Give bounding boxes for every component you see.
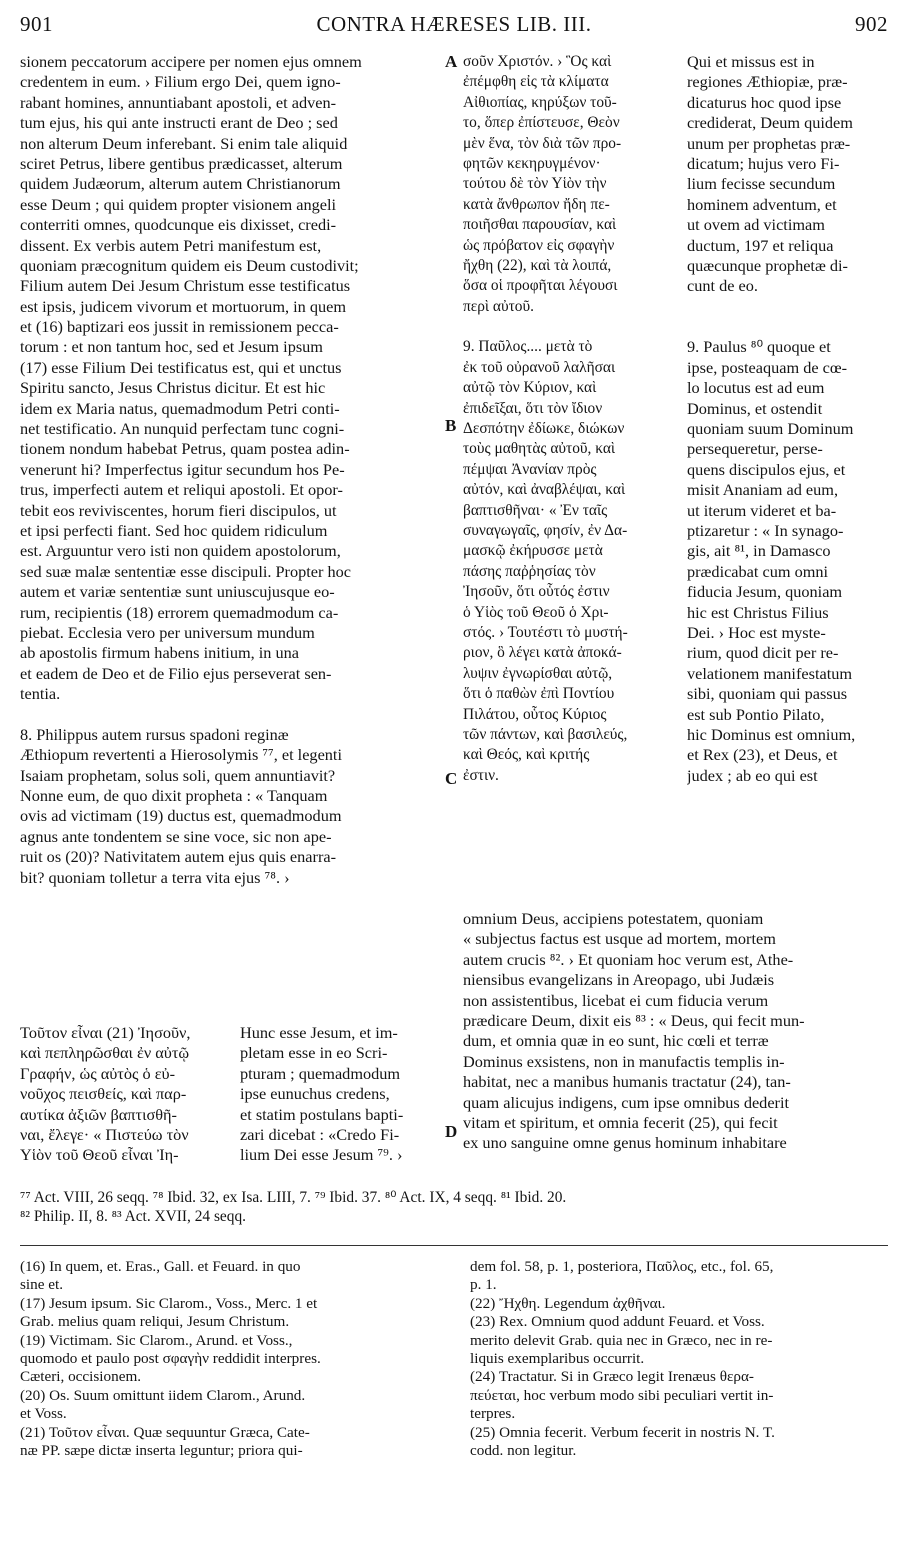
greek-line: Αἰθιοπίας, κηρύξων τοῦ-: [463, 93, 617, 111]
margin-letter-c: C: [445, 769, 458, 788]
text-line: tentia.: [20, 684, 61, 704]
note-line: quomodo et paulo post σφαγὴν reddidit interpres.: [20, 1349, 321, 1367]
greek-line: τούτου δὲ τὸν Υἱὸν τὴν: [463, 175, 607, 193]
text-line: [20, 705, 438, 725]
greek-line: μὲν ἕνα, τὸν διὰ τῶν προ-: [463, 134, 622, 152]
greek-line: αὐτόν, καὶ ἀναβλέψαι, καὶ: [463, 481, 626, 499]
note-line: sine et.: [20, 1276, 64, 1294]
page-number-left: 901: [20, 12, 53, 36]
margin-letter-b: B: [445, 416, 457, 435]
greek-line: τῶν πάντων, καὶ βασιλεύς,: [463, 725, 628, 743]
latin-line: fiducia Jesum, quoniam: [687, 582, 843, 602]
note-line: Grab. melius quam reliqui, Jesum Christum.: [20, 1313, 290, 1331]
greek-line: ὁ Υἱὸς τοῦ Θεοῦ ὁ Χρι-: [463, 603, 609, 621]
text-line: niensibus evangelizans in Areopago, ubi Judæis: [463, 970, 775, 990]
latin-line: dicatum; hujus vero Fi-: [687, 153, 840, 173]
text-line: prædicare Deum, dixit eis ⁸³ : « Deus, qui fecit mun-: [463, 1010, 805, 1030]
latin-line: 9. Paulus ⁸⁰ quoque et: [687, 337, 831, 357]
text-line: ex uno sanguine omne genus hominum inhabitare: [463, 1133, 787, 1153]
running-title: CONTRA HÆRESES LIB. III.: [316, 12, 592, 36]
greek-line: στός. › Τουτέστι τὸ μυστή-: [463, 623, 628, 641]
greek-line: [463, 317, 675, 337]
latin-line: ptizaretur : « In synago-: [687, 520, 844, 540]
greek-line: Γραφήν, ὡς αὐτὸς ὁ εὐ-: [20, 1063, 176, 1083]
greek-line: φητῶν κεκηρυγμένον·: [463, 154, 601, 172]
text-line: agnus ante tondentem se sine voce, sic non ape-: [20, 826, 332, 846]
latin-line: misit Ananiam ad eum,: [687, 480, 839, 500]
notes-divider: [20, 1245, 888, 1246]
latin-line: hic Dominus est omnium,: [687, 724, 856, 744]
text-line: tionem nondum habebat Petrus, quam postea adin-: [20, 439, 350, 459]
greek-line: πάσης παῤῥησίας τὸν: [463, 562, 596, 580]
note-line: merito delevit Grab. quia nec in Græco, nec in re-: [470, 1331, 773, 1349]
greek-line: Πιλάτου, οὗτος Κύριος: [463, 705, 607, 723]
text-line: vitam et spiritum, et omnia fecerit (25), qui fecit: [463, 1112, 778, 1132]
latin-line: Dei. › Hoc est myste-: [687, 622, 826, 642]
note-line: (25) Omnia fecerit. Verbum fecerit in nostris N. T.: [470, 1423, 775, 1441]
latin-line: ut iterum videret et ba-: [687, 500, 837, 520]
text-line: net testificatio. An nunquid perfectam tunc cogni-: [20, 419, 345, 439]
text-line: Spiritu sancto, Jesus Christus dicitur. Et est hic: [20, 378, 326, 398]
greek-line: Δεσπότην ἐδίωκε, διώκων: [463, 420, 625, 438]
text-line: est. Arguuntur vero isti non quidem apostolorum,: [20, 541, 341, 561]
text-line: ovis ad victimam (19) ductus est, quemadmodum: [20, 806, 342, 826]
text-line: autem crucis ⁸². › Et quoniam hoc verum est, Athe-: [463, 949, 794, 969]
latin-line: Hunc esse Jesum, et im-: [240, 1023, 398, 1042]
text-line: sed suæ malæ sententiæ esse discipuli. Propter hoc: [20, 561, 352, 581]
margin-letter-a: A: [445, 52, 458, 71]
text-line: non assistentibus, licebat ei cum fiducia verum: [463, 990, 769, 1010]
text-line: (17) esse Filium Dei testificatus est, qui et unctus: [20, 357, 342, 377]
note-line: (16) In quem, et. Eras., Gall. et Feuard. in quo: [20, 1258, 301, 1275]
margin-letter-d: D: [445, 1122, 458, 1141]
greek-line: λυψιν ἐγνωρίσθαι αὐτῷ,: [463, 664, 613, 682]
greek-line: ποιῆσθαι παρουσίαν, καὶ: [463, 216, 617, 234]
latin-line: pletam esse in eo Scri-: [240, 1043, 388, 1063]
greek-line: σοῦν Χριστόν. › Ὃς καὶ: [463, 53, 612, 70]
greek-line: ἐστιν.: [463, 766, 499, 784]
text-line: non alterum Deum inferebant. Si enim tale aliquid: [20, 133, 348, 153]
note-line: πεύεται, hoc verbum modo sibi peculiari vertit in-: [470, 1386, 774, 1404]
greek-line: ναι, ἔλεγε· « Πιστεύω τὸν: [20, 1124, 189, 1144]
text-line: ab apostolis firmum habens initium, in una: [20, 643, 300, 663]
greek-line: ἐκ τοῦ οὐρανοῦ λαλῆσαι: [463, 358, 616, 376]
greek-text-column: [463, 52, 675, 786]
latin-line: Dominus, et ostendit: [687, 398, 823, 418]
greek-line: κατὰ ἄνθρωπον ἤδη πε-: [463, 195, 610, 213]
text-line: est ipsis, judicem vivorum et mortuorum, in quem: [20, 296, 347, 316]
latin-quote-column: [240, 1023, 440, 1166]
footnote-refs-line-2: ⁸² Philip. II, 8. ⁸³ Act. XVII, 24 seqq.: [20, 1208, 247, 1225]
text-line: idem ex Maria natus, quemadmodum Petri conti-: [20, 398, 340, 418]
text-line: habitat, nec a manibus humanis tractatur (24), tan-: [463, 1072, 791, 1092]
text-line: credentem in eum. › Filium ergo Dei, quem igno-: [20, 72, 341, 92]
latin-main-column: [20, 52, 438, 888]
critical-notes-right: [470, 1258, 890, 1460]
latin-line: et Rex (23), et Deus, et: [687, 745, 838, 765]
critical-notes-left: [20, 1258, 448, 1460]
latin-line: judex ; ab eo qui est: [687, 765, 818, 785]
text-line: quidem Judæorum, alterum autem Christianorum: [20, 174, 341, 194]
greek-line: καὶ πεπληρῶσθαι ἐν αὐτῷ: [20, 1043, 190, 1063]
greek-line: καὶ Θεός, καὶ κριτής: [463, 746, 590, 764]
latin-line: sibi, quoniam qui passus: [687, 684, 848, 704]
text-line: venerunt hi? Imperfectus igitur secundum hos Pe-: [20, 459, 345, 479]
text-line: ruit os (20)? Nativitatem autem ejus quis enarra-: [20, 847, 337, 867]
latin-line: et statim postulans bapti-: [240, 1104, 404, 1124]
text-line: tebit eos reviviscentes, horum fieri discipulos, ut: [20, 500, 337, 520]
greek-line: 9. Παῦλος.... μετὰ τὸ: [463, 338, 593, 356]
latin-line: rium, quod dicit per re-: [687, 643, 839, 663]
text-line: Nonne eum, de quo dixit propheta : « Tanquam: [20, 786, 328, 806]
text-line: rum, recipientis (18) errorem quemadmodum ca-: [20, 602, 339, 622]
text-line: Dominus exsistens, non in manufactis templis in-: [463, 1051, 785, 1071]
latin-line: [687, 317, 890, 337]
latin-line: lium Dei esse Jesum ⁷⁹. ›: [240, 1145, 403, 1165]
latin-line: ut ovem ad victimam: [687, 215, 825, 235]
greek-line: τοὺς μαθητὰς αὐτοῦ, καὶ: [463, 440, 616, 458]
text-line: torum : et non tantum hoc, sed et Jesum ipsum: [20, 337, 323, 357]
note-line: dem fol. 58, p. 1, posteriora, Παῦλος, etc., fol. 65,: [470, 1258, 774, 1275]
greek-line: ἤχθη (22), καὶ τὰ λοιπά,: [463, 256, 612, 274]
note-line: Cæteri, occisionem.: [20, 1368, 142, 1386]
text-line: Filium autem Dei Jesum Christum esse testificatus: [20, 276, 351, 296]
note-line: (17) Jesum ipsum. Sic Clarom., Voss., Merc. 1 et: [20, 1294, 318, 1312]
latin-line: ipse, posteaquam de cœ-: [687, 357, 848, 377]
latin-line: ipse eunuchus credens,: [240, 1084, 390, 1104]
text-line: « subjectus factus est usque ad mortem, mortem: [463, 929, 776, 949]
latin-line: lo locutus est ad eum: [687, 378, 825, 398]
text-line: dissent. Ex verbis autem Petri manifestum est,: [20, 235, 322, 255]
greek-line: νοῦχος πεισθείς, καὶ παρ-: [20, 1084, 187, 1104]
text-line: Æthiopum revertenti a Hierosolymis ⁷⁷, et legenti: [20, 745, 342, 765]
greek-line: αὐτῷ τὸν Κύριον, καὶ: [463, 379, 597, 397]
text-line: omnium Deus, accipiens potestatem, quoniam: [463, 909, 764, 928]
greek-line: περὶ αὐτοῦ.: [463, 297, 534, 315]
text-line: dum, et omnia quæ in eo sunt, hic cœli et terræ: [463, 1031, 769, 1051]
latin-line: quens discipulos ejus, et: [687, 459, 846, 479]
latin-line: hic est Christus Filius: [687, 602, 829, 622]
note-line: liquis exemplaribus occurrit.: [470, 1349, 645, 1367]
latin-line: crediderat, Deum quidem: [687, 113, 853, 133]
latin-translation-column: [687, 52, 890, 786]
latin-line: unum per prophetas præ-: [687, 133, 851, 153]
latin-line: regiones Æthiopiæ, præ-: [687, 72, 848, 92]
note-line: (23) Rex. Omnium quod addunt Feuard. et Voss.: [470, 1313, 765, 1331]
greek-line: συναγωγαῖς, φησίν, ἐν Δα-: [463, 521, 628, 539]
latin-line: pturam ; quemadmodum: [240, 1063, 401, 1083]
greek-line: Ἰησοῦν, ὅτι οὗτός ἐστιν: [463, 583, 610, 601]
greek-line: μασκῷ ἐκήρυσσε μετὰ: [463, 542, 603, 560]
greek-line: ριον, ὃ λέγει κατὰ ἀποκά-: [463, 644, 622, 662]
text-line: sciret Petrus, libere gentibus prædicasset, alterum: [20, 153, 343, 173]
text-line: esse Deum ; qui quidem propter visionem angeli: [20, 194, 337, 214]
latin-line: est sub Pontio Pilato,: [687, 704, 825, 724]
text-line: autem et variæ sententiæ sunt uniuscujusque eo-: [20, 582, 335, 602]
text-line: sionem peccatorum accipere per nomen ejus omnem: [20, 52, 362, 71]
text-line: 8. Philippus autem rursus spadoni reginæ: [20, 724, 289, 744]
text-line: rabant homines, annuntiabant apostoli, et adven-: [20, 92, 337, 112]
latin-line: hominem adventum, et: [687, 194, 837, 214]
note-line: terpres.: [470, 1405, 516, 1423]
page-number-right: 902: [855, 12, 888, 36]
greek-line: πέμψαι Ἀνανίαν πρὸς: [463, 460, 597, 478]
latin-line: quoniam suum Dominum: [687, 419, 854, 439]
text-line: trus, imperfecti autem et reliqui apostoli. Et opor-: [20, 480, 343, 500]
greek-line: Τοῦτον εἶναι (21) Ἰησοῦν,: [20, 1023, 191, 1042]
latin-continued-text: [463, 909, 890, 1154]
latin-line: gis, ait ⁸¹, in Damasco: [687, 541, 831, 561]
text-line: Isaiam prophetam, solus soli, quem annuntiavit?: [20, 765, 336, 785]
text-line: quam alicujus indigens, cum ipse omnibus dederit: [463, 1092, 790, 1112]
latin-line: persequeretur, perse-: [687, 439, 823, 459]
note-line: (22) Ἤχθη. Legendum ἀχθῆναι.: [470, 1294, 666, 1312]
latin-line: ductum, 197 et reliqua: [687, 235, 834, 255]
note-line: (20) Os. Suum omittunt iidem Clarom., Arund.: [20, 1386, 306, 1404]
greek-line: ἐπιδεῖξαι, ὅτι τὸν ἴδιον: [463, 399, 603, 417]
note-line: codd. non legitur.: [470, 1441, 577, 1459]
text-line: bit? quoniam tolletur a terra vita ejus ⁷⁸. ›: [20, 867, 290, 887]
note-line: (19) Victimam. Sic Clarom., Arund. et Voss.,: [20, 1331, 293, 1349]
text-line: tum ejus, his qui ante instructi erant de Deo ; sed: [20, 113, 338, 133]
latin-line: lium fecisse secundum: [687, 174, 836, 194]
greek-line: Υἱὸν τοῦ Θεοῦ εἶναι Ἰη-: [20, 1145, 179, 1165]
text-line: piebat. Ecclesia vero per universum mundum: [20, 622, 315, 642]
note-line: næ PP. sæpe dictæ inserta leguntur; priora qui-: [20, 1441, 303, 1459]
latin-line: [687, 297, 890, 317]
latin-line: dicaturus hoc quod ipse: [687, 92, 842, 112]
greek-line: ὅτι ὁ παθὼν ἐπὶ Ποντίου: [463, 685, 615, 703]
latin-line: prædicabat cum omni: [687, 561, 829, 581]
text-line: conterriti omnes, quodcunque eis dixisset, credi-: [20, 215, 337, 235]
greek-line: αυτίκα ἀξιῶν βαπτισθῆ-: [20, 1104, 177, 1124]
footnote-refs-line-1: ⁷⁷ Act. VIII, 26 seqq. ⁷⁸ Ibid. 32, ex Isa. LIII, 7. ⁷⁹ Ibid. 37. ⁸⁰ Act. IX, 4 seqq. ⁸¹ Ibid. 20.: [20, 1189, 567, 1206]
text-line: quoniam præcognitum quidem eis Deum custodivit;: [20, 255, 359, 275]
text-line: et eadem de Deo et de Filio ejus perseverat sen-: [20, 663, 332, 683]
text-line: et (16) baptizari eos jussit in remissionem pecca-: [20, 317, 339, 337]
latin-line: quæcunque prophetæ di-: [687, 255, 848, 275]
greek-line: ὅσα οἱ προφῆται λέγουσι: [463, 277, 618, 295]
note-line: (24) Tractatur. Si in Græco legit Irenæus θερα-: [470, 1368, 754, 1386]
greek-line: ἐπέμφθη εἰς τὰ κλίματα: [463, 73, 609, 91]
greek-line: βαπτισθῆναι· « Ἐν ταῖς: [463, 501, 608, 519]
note-line: et Voss.: [20, 1405, 67, 1423]
running-header: [20, 12, 888, 42]
latin-line: Qui et missus est in: [687, 52, 815, 71]
greek-quote-column: [20, 1023, 224, 1166]
latin-line: cunt de eo.: [687, 276, 758, 296]
note-line: p. 1.: [470, 1276, 497, 1294]
greek-line: το, ὅπερ ἐπίστευσε, Θεὸν: [463, 114, 620, 132]
latin-line: velationem manifestatum: [687, 663, 853, 683]
note-line: (21) Τοῦτον εἶναι. Quæ sequuntur Græca, Cate-: [20, 1423, 310, 1441]
greek-line: ὡς πρόβατον εἰς σφαγὴν: [463, 236, 615, 254]
text-line: et ipsi perfecti fiant. Sed hoc quidem ridiculum: [20, 520, 328, 540]
latin-line: zari dicebat : «Credo Fi-: [240, 1124, 400, 1144]
